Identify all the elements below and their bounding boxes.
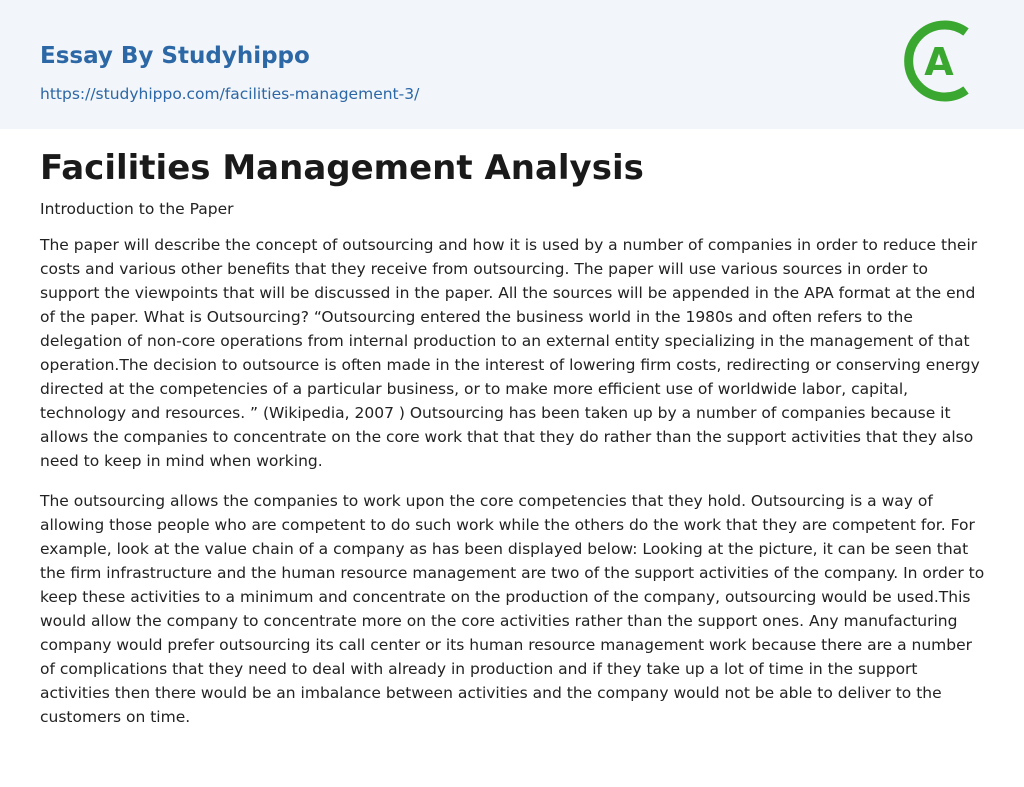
brand-title[interactable]: Essay By Studyhippo [40,43,310,69]
logo-letter: A [924,40,954,84]
section-subtitle: Introduction to the Paper [40,200,234,218]
source-url-link[interactable]: https://studyhippo.com/facilities-management-3/ [40,85,420,103]
article [40,146,986,729]
paragraph-1: The paper will describe the concept of outsourcing and how it is used by a number of companies in order to reduce their costs and various other benefits that they receive from outsourcing. The paper will use various sources in order to support the viewpoints that will be discussed in the paper. All the sources will be appended in the APA format at the end of the paper. What is Outsourcing? “Outsourcing entered the business world in the 1980s and often refers to the delegation of non-core operations from internal production to an external entity specializing in the management of that operation.The decision to outsource is often made in the interest of lowering firm costs, redirecting or conserving energy directed at the competencies of a particular business, or to make more efficient use of worldwide labor, capital, technology and resources. ” (Wikipedia, 2007 ) Outsourcing has been taken up by a number of companies because it allows the companies to concentrate on the core work that that they do rather than the support activities that they also need to keep in mind when working. [40,236,980,470]
letter-a-circle-logo-icon[interactable] [902,18,988,104]
page-title: Facilities Management Analysis [40,148,644,188]
paragraph-2: The outsourcing allows the companies to work upon the core competencies that they hold. Outsourcing is a way of allowing those people who are competent to do such work while the others do the work that they are competent for. For example, look at the value chain of a company as has been displayed below: Looking at the picture, it can be seen that the firm infrastructure and the human resource management are two of the support activities of the company. In order to keep these activities to a minimum and concentrate on the production of the company, outsourcing would be used.This would allow the company to concentrate more on the core activities rather than the support ones. Any manufacturing company would prefer outsourcing its call center or its human resource management work because there are a number of complications that they need to deal with already in production and if they take up a lot of time in the support activities then there would be an imbalance between activities and the company would not be able to deliver to the customers on time. [40,492,985,726]
site-header [0,0,1024,129]
